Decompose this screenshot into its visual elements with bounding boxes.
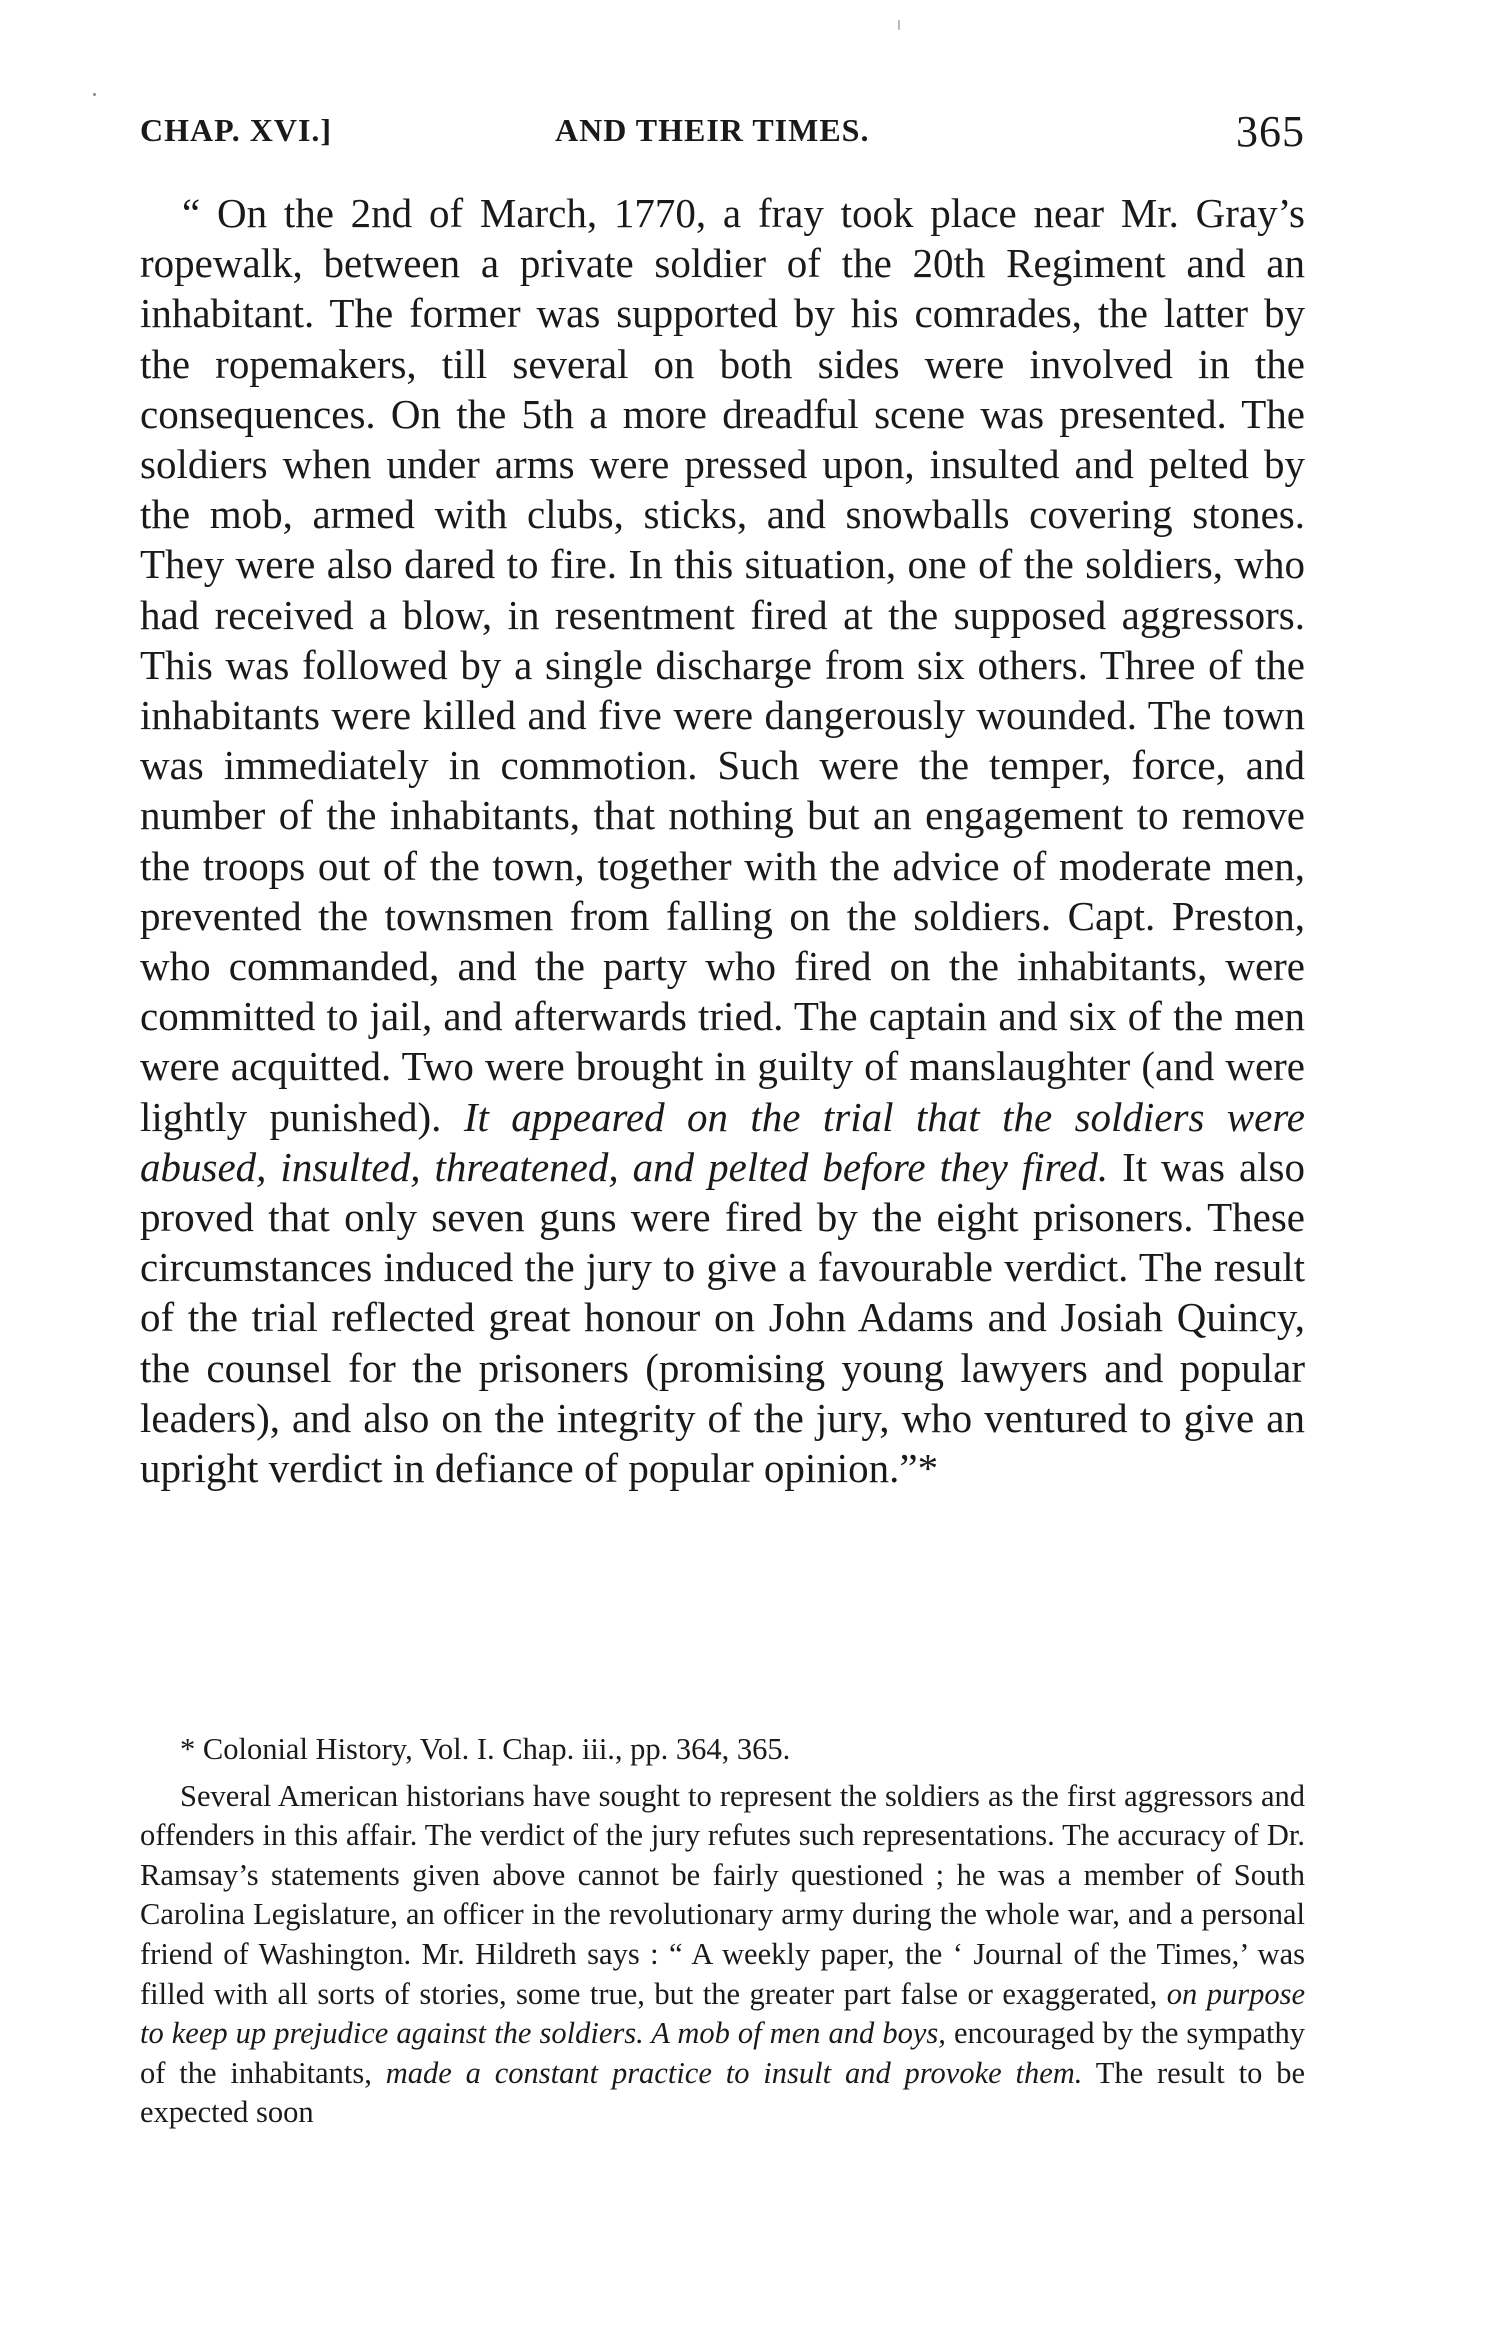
text-run: The result to be expected soon [140, 2055, 1306, 2130]
italic-text-run: on purpose to keep up prejudice against the soldiers. A mob of men and boys, [140, 1976, 1305, 2051]
footnote [140, 1730, 1305, 2133]
running-header [140, 107, 1305, 162]
main-text [140, 188, 1305, 1493]
italic-text-run: It appeared on the trial that the soldiers were abused, insulted, threatened, and pelted before they fired. [140, 1093, 1305, 1190]
footnote-paragraph [140, 1777, 1305, 2133]
text-run: It was also proved that only seven guns were fired by the eight prisoners. These circumstances induced the jury to give a favourable verdict. The result of the trial reflected great honour on John Adams and Josiah Quincy, the counsel for the prisoners (promising young lawyers and popular leaders), and also on the integrity of the jury, who ventured to give an upright verdict in defiance of popular opinion.”* [140, 1143, 1306, 1492]
scan-speck [898, 20, 900, 30]
text-run: “ On the 2nd of March, 1770, a fray took place near Mr. Gray’s ropewalk, between a private soldier of the 20th Regiment and an inhabitant. The former was supported by his comrades, the latter by the ropemakers, till several on both sides were involved in the consequences. On the 5th a more dreadful scene was presented. The soldiers when under arms were pressed upon, insulted and pelted by the mob, armed with clubs, sticks, and snowballs covering stones. They were also dared to fire. In this situation, one of the soldiers, who had received a blow, in resentment fired at the supposed aggressors. This was followed by a single discharge from six others. Three of the inhabitants were killed and five were dangerously wounded. The town was immediately in commotion. Such were the temper, force, and number of the inhabitants, that nothing but an engagement to remove the troops out of the town, together with the advice of moderate men, prevented the townsmen from falling on the soldiers. Capt. Preston, who commanded, and the party who fired on the inhabitants, were committed to jail, and afterwards tried. The captain and six of the men were acquitted. Two were brought in guilty of manslaughter (and were lightly punished). [140, 190, 1305, 1140]
italic-text-run: made a constant practice to insult and provoke them. [385, 2055, 1083, 2090]
chapter-label: CHAP. XVI.] [140, 112, 333, 148]
quoted-paragraph [140, 188, 1305, 1493]
footnote-citation: * Colonial History, Vol. I. Chap. iii., pp. 364, 365. [180, 1732, 791, 1766]
page-number: 365 [1236, 107, 1305, 156]
text-run: Several American historians have sought to represent the soldiers as the first aggressors and offenders in this affair. The verdict of the jury refutes such representations. The accuracy of Dr. Ramsay’s statements given above cannot be fairly questioned ; he was a member of South Carolina Legislature, an officer in the revolutionary army during the whole war, and a personal friend of Washington. Mr. Hildreth says : “ A weekly paper, the ‘ Journal of the Times,’ was filled with all sorts of stories, some true, but the greater part false or exaggerated, [140, 1778, 1305, 2011]
running-title: AND THEIR TIMES. [555, 112, 870, 148]
scan-speck [93, 93, 96, 96]
text-run: encouraged by the sympathy of the inhabitants, [140, 2016, 1306, 2090]
